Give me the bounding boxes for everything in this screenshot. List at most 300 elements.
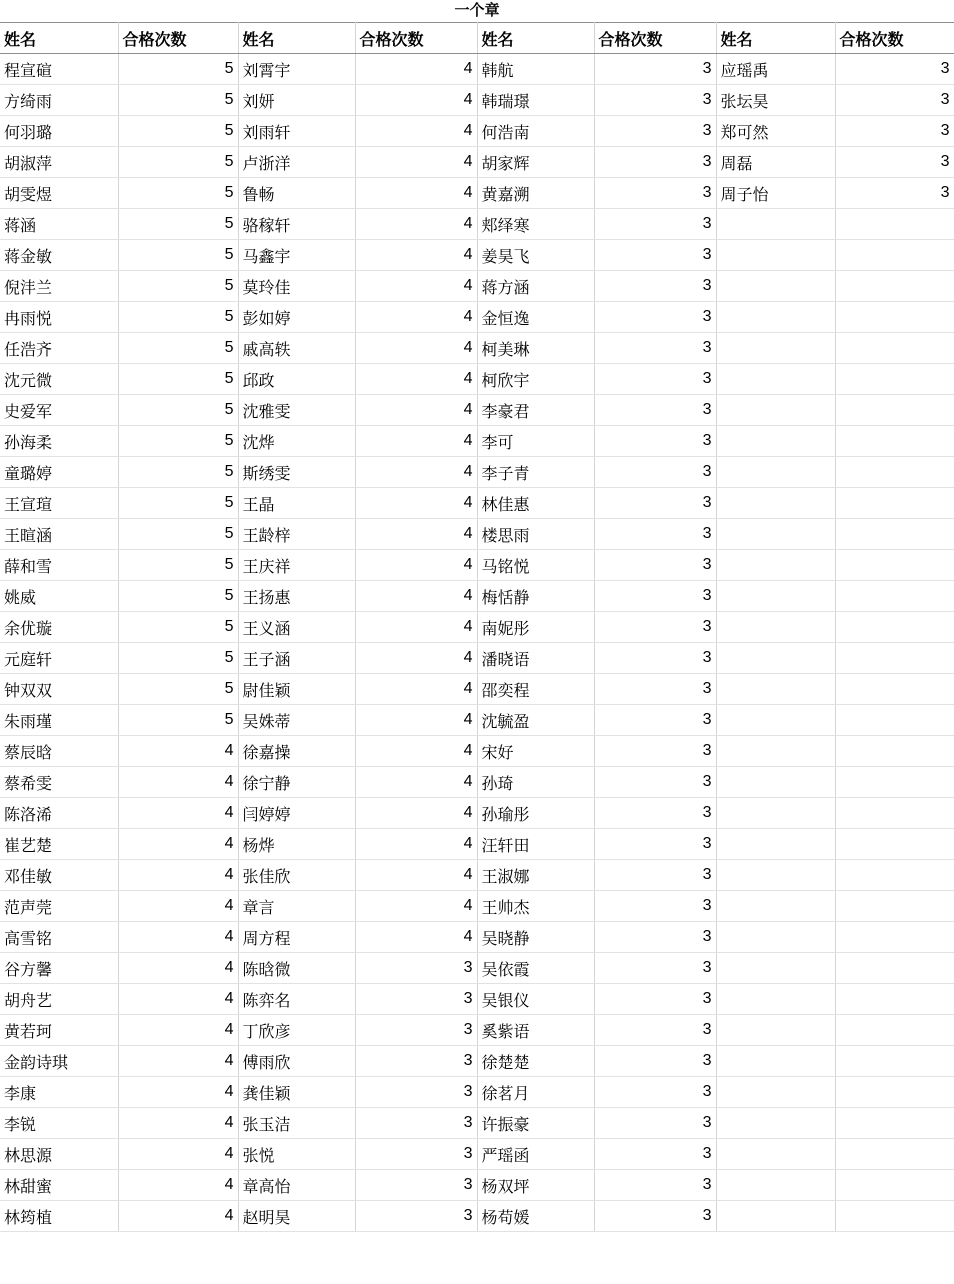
- cell-name[interactable]: 史爱军: [0, 395, 118, 426]
- cell-count[interactable]: 3: [594, 612, 716, 643]
- cell-name[interactable]: [716, 1046, 835, 1077]
- cell-name[interactable]: 李康: [0, 1077, 118, 1108]
- cell-count[interactable]: 3: [594, 364, 716, 395]
- cell-count[interactable]: [835, 736, 954, 767]
- cell-count[interactable]: 5: [118, 240, 238, 271]
- cell-count[interactable]: 4: [355, 54, 477, 85]
- cell-name[interactable]: 张佳欣: [238, 860, 355, 891]
- cell-name[interactable]: [716, 829, 835, 860]
- cell-count[interactable]: [835, 302, 954, 333]
- cell-count[interactable]: 4: [355, 922, 477, 953]
- cell-name[interactable]: 沈雅雯: [238, 395, 355, 426]
- cell-name[interactable]: 楼思雨: [477, 519, 594, 550]
- cell-name[interactable]: 莫玲佳: [238, 271, 355, 302]
- cell-count[interactable]: [835, 395, 954, 426]
- cell-name[interactable]: [716, 736, 835, 767]
- cell-count[interactable]: [835, 209, 954, 240]
- cell-count[interactable]: 4: [355, 302, 477, 333]
- cell-name[interactable]: 吴银仪: [477, 984, 594, 1015]
- cell-name[interactable]: 周方程: [238, 922, 355, 953]
- cell-count[interactable]: 5: [118, 457, 238, 488]
- cell-name[interactable]: [716, 1108, 835, 1139]
- cell-count[interactable]: 3: [355, 984, 477, 1015]
- cell-name[interactable]: [716, 457, 835, 488]
- cell-name[interactable]: 林思源: [0, 1139, 118, 1170]
- cell-name[interactable]: [716, 519, 835, 550]
- cell-name[interactable]: 李子青: [477, 457, 594, 488]
- cell-name[interactable]: [716, 240, 835, 271]
- cell-count[interactable]: 3: [355, 1108, 477, 1139]
- cell-name[interactable]: 傅雨欣: [238, 1046, 355, 1077]
- cell-name[interactable]: 赵明昊: [238, 1201, 355, 1232]
- cell-count[interactable]: 4: [355, 147, 477, 178]
- cell-name[interactable]: 吴晓静: [477, 922, 594, 953]
- cell-name[interactable]: [716, 271, 835, 302]
- cell-name[interactable]: 蒋涵: [0, 209, 118, 240]
- cell-count[interactable]: 5: [118, 705, 238, 736]
- cell-name[interactable]: 马鑫宇: [238, 240, 355, 271]
- cell-count[interactable]: 5: [118, 302, 238, 333]
- cell-count[interactable]: [835, 984, 954, 1015]
- cell-count[interactable]: 5: [118, 209, 238, 240]
- cell-name[interactable]: 金恒逸: [477, 302, 594, 333]
- cell-name[interactable]: 孙瑜彤: [477, 798, 594, 829]
- cell-count[interactable]: 3: [594, 54, 716, 85]
- cell-count[interactable]: 3: [594, 85, 716, 116]
- cell-name[interactable]: 韩航: [477, 54, 594, 85]
- cell-count[interactable]: 4: [355, 395, 477, 426]
- cell-name[interactable]: 倪沣兰: [0, 271, 118, 302]
- cell-count[interactable]: 3: [594, 1201, 716, 1232]
- cell-name[interactable]: [716, 581, 835, 612]
- cell-count[interactable]: 3: [594, 1170, 716, 1201]
- cell-count[interactable]: 4: [355, 550, 477, 581]
- cell-name[interactable]: 徐茗月: [477, 1077, 594, 1108]
- cell-name[interactable]: 鲁畅: [238, 178, 355, 209]
- cell-count[interactable]: 5: [118, 333, 238, 364]
- cell-count[interactable]: 4: [355, 85, 477, 116]
- cell-count[interactable]: 3: [594, 519, 716, 550]
- cell-count[interactable]: 4: [118, 1108, 238, 1139]
- cell-count[interactable]: [835, 271, 954, 302]
- cell-name[interactable]: 林佳惠: [477, 488, 594, 519]
- cell-count[interactable]: 4: [355, 240, 477, 271]
- cell-count[interactable]: 4: [355, 488, 477, 519]
- cell-name[interactable]: 沈毓盈: [477, 705, 594, 736]
- cell-name[interactable]: 徐宁静: [238, 767, 355, 798]
- cell-name[interactable]: 蒋方涵: [477, 271, 594, 302]
- cell-name[interactable]: [716, 1077, 835, 1108]
- cell-name[interactable]: [716, 488, 835, 519]
- cell-count[interactable]: 3: [835, 178, 954, 209]
- cell-name[interactable]: [716, 922, 835, 953]
- cell-count[interactable]: [835, 953, 954, 984]
- cell-name[interactable]: 周子怡: [716, 178, 835, 209]
- cell-count[interactable]: 5: [118, 271, 238, 302]
- cell-name[interactable]: 龚佳颖: [238, 1077, 355, 1108]
- cell-count[interactable]: [835, 860, 954, 891]
- cell-count[interactable]: 3: [594, 1046, 716, 1077]
- cell-name[interactable]: 卢浙洋: [238, 147, 355, 178]
- cell-name[interactable]: 闫婷婷: [238, 798, 355, 829]
- cell-name[interactable]: 沈元微: [0, 364, 118, 395]
- cell-count[interactable]: 3: [594, 705, 716, 736]
- cell-count[interactable]: 3: [594, 643, 716, 674]
- cell-count[interactable]: 4: [355, 271, 477, 302]
- cell-count[interactable]: [835, 767, 954, 798]
- cell-name[interactable]: 陈洛浠: [0, 798, 118, 829]
- cell-name[interactable]: 崔艺楚: [0, 829, 118, 860]
- cell-count[interactable]: 3: [594, 147, 716, 178]
- cell-count[interactable]: 3: [355, 1015, 477, 1046]
- cell-name[interactable]: [716, 209, 835, 240]
- cell-count[interactable]: [835, 1108, 954, 1139]
- cell-count[interactable]: 4: [355, 643, 477, 674]
- cell-name[interactable]: 杨烨: [238, 829, 355, 860]
- cell-count[interactable]: [835, 1139, 954, 1170]
- cell-count[interactable]: [835, 829, 954, 860]
- cell-count[interactable]: 4: [355, 178, 477, 209]
- cell-count[interactable]: 4: [355, 209, 477, 240]
- cell-count[interactable]: 3: [594, 1139, 716, 1170]
- cell-count[interactable]: 4: [118, 1170, 238, 1201]
- cell-name[interactable]: 任浩齐: [0, 333, 118, 364]
- cell-name[interactable]: 黄嘉溯: [477, 178, 594, 209]
- cell-count[interactable]: 3: [835, 54, 954, 85]
- cell-count[interactable]: 5: [118, 612, 238, 643]
- cell-name[interactable]: 周磊: [716, 147, 835, 178]
- cell-count[interactable]: 3: [594, 209, 716, 240]
- cell-name[interactable]: 应瑶禹: [716, 54, 835, 85]
- cell-count[interactable]: 3: [355, 1139, 477, 1170]
- cell-count[interactable]: [835, 705, 954, 736]
- cell-count[interactable]: 3: [594, 302, 716, 333]
- cell-name[interactable]: 胡舟艺: [0, 984, 118, 1015]
- cell-count[interactable]: 5: [118, 519, 238, 550]
- cell-count[interactable]: 4: [355, 333, 477, 364]
- cell-name[interactable]: 方绮雨: [0, 85, 118, 116]
- cell-name[interactable]: 王淑娜: [477, 860, 594, 891]
- cell-count[interactable]: 4: [355, 116, 477, 147]
- cell-count[interactable]: 4: [355, 581, 477, 612]
- cell-name[interactable]: 童璐婷: [0, 457, 118, 488]
- cell-count[interactable]: [835, 240, 954, 271]
- cell-count[interactable]: [835, 643, 954, 674]
- cell-name[interactable]: [716, 984, 835, 1015]
- cell-name[interactable]: 沈烨: [238, 426, 355, 457]
- cell-count[interactable]: 4: [118, 1077, 238, 1108]
- cell-count[interactable]: [835, 1201, 954, 1232]
- cell-name[interactable]: 王宣瑄: [0, 488, 118, 519]
- cell-name[interactable]: 刘雨轩: [238, 116, 355, 147]
- cell-count[interactable]: [835, 1077, 954, 1108]
- cell-name[interactable]: 冉雨悦: [0, 302, 118, 333]
- cell-name[interactable]: [716, 395, 835, 426]
- cell-count[interactable]: 3: [355, 1170, 477, 1201]
- cell-name[interactable]: 胡雯煜: [0, 178, 118, 209]
- cell-count[interactable]: 4: [355, 674, 477, 705]
- cell-count[interactable]: 3: [594, 1108, 716, 1139]
- cell-count[interactable]: [835, 922, 954, 953]
- cell-count[interactable]: 4: [118, 1139, 238, 1170]
- cell-count[interactable]: 3: [594, 271, 716, 302]
- cell-count[interactable]: 4: [118, 1015, 238, 1046]
- cell-name[interactable]: 许振豪: [477, 1108, 594, 1139]
- cell-count[interactable]: 3: [594, 395, 716, 426]
- cell-count[interactable]: 5: [118, 674, 238, 705]
- cell-name[interactable]: 杨苟媛: [477, 1201, 594, 1232]
- cell-name[interactable]: 胡淑萍: [0, 147, 118, 178]
- cell-count[interactable]: 4: [355, 705, 477, 736]
- cell-name[interactable]: 元庭轩: [0, 643, 118, 674]
- cell-name[interactable]: 谷方馨: [0, 953, 118, 984]
- cell-name[interactable]: 王龄梓: [238, 519, 355, 550]
- cell-name[interactable]: 刘妍: [238, 85, 355, 116]
- cell-name[interactable]: 孙海柔: [0, 426, 118, 457]
- cell-name[interactable]: 姚威: [0, 581, 118, 612]
- cell-name[interactable]: 宋好: [477, 736, 594, 767]
- cell-count[interactable]: 4: [355, 891, 477, 922]
- cell-name[interactable]: 梅恬静: [477, 581, 594, 612]
- cell-name[interactable]: 余优璇: [0, 612, 118, 643]
- cell-count[interactable]: 3: [594, 736, 716, 767]
- cell-count[interactable]: [835, 612, 954, 643]
- cell-name[interactable]: 朱雨瑾: [0, 705, 118, 736]
- cell-name[interactable]: [716, 891, 835, 922]
- cell-count[interactable]: 3: [594, 457, 716, 488]
- cell-count[interactable]: 4: [355, 612, 477, 643]
- cell-count[interactable]: 5: [118, 581, 238, 612]
- cell-name[interactable]: 严瑶函: [477, 1139, 594, 1170]
- cell-name[interactable]: 章言: [238, 891, 355, 922]
- cell-name[interactable]: 陈弈名: [238, 984, 355, 1015]
- cell-name[interactable]: 邓佳敏: [0, 860, 118, 891]
- cell-count[interactable]: 5: [118, 550, 238, 581]
- cell-count[interactable]: [835, 519, 954, 550]
- cell-name[interactable]: 尉佳颖: [238, 674, 355, 705]
- cell-count[interactable]: 3: [594, 984, 716, 1015]
- cell-name[interactable]: 骆稼轩: [238, 209, 355, 240]
- cell-name[interactable]: 林甜蜜: [0, 1170, 118, 1201]
- cell-count[interactable]: 3: [355, 953, 477, 984]
- cell-count[interactable]: 3: [594, 674, 716, 705]
- cell-count[interactable]: [835, 426, 954, 457]
- cell-count[interactable]: 4: [355, 426, 477, 457]
- cell-name[interactable]: [716, 1201, 835, 1232]
- cell-count[interactable]: 5: [118, 116, 238, 147]
- cell-name[interactable]: 蔡辰晗: [0, 736, 118, 767]
- cell-count[interactable]: [835, 333, 954, 364]
- cell-name[interactable]: [716, 953, 835, 984]
- cell-count[interactable]: 3: [594, 829, 716, 860]
- cell-name[interactable]: 柯美琳: [477, 333, 594, 364]
- cell-count[interactable]: 4: [118, 953, 238, 984]
- cell-count[interactable]: 3: [594, 1077, 716, 1108]
- cell-name[interactable]: [716, 705, 835, 736]
- cell-name[interactable]: 钟双双: [0, 674, 118, 705]
- cell-count[interactable]: 4: [355, 519, 477, 550]
- cell-count[interactable]: 4: [355, 767, 477, 798]
- cell-name[interactable]: 蔡希雯: [0, 767, 118, 798]
- cell-name[interactable]: 吴依霞: [477, 953, 594, 984]
- cell-name[interactable]: [716, 674, 835, 705]
- cell-name[interactable]: [716, 612, 835, 643]
- cell-count[interactable]: 4: [355, 860, 477, 891]
- cell-count[interactable]: [835, 1046, 954, 1077]
- cell-count[interactable]: 3: [594, 240, 716, 271]
- cell-name[interactable]: 南妮彤: [477, 612, 594, 643]
- cell-count[interactable]: 4: [118, 984, 238, 1015]
- cell-name[interactable]: 王晶: [238, 488, 355, 519]
- cell-name[interactable]: [716, 798, 835, 829]
- cell-count[interactable]: [835, 488, 954, 519]
- cell-name[interactable]: 王扬惠: [238, 581, 355, 612]
- cell-name[interactable]: [716, 364, 835, 395]
- cell-count[interactable]: 5: [118, 395, 238, 426]
- cell-count[interactable]: 5: [118, 364, 238, 395]
- cell-name[interactable]: 高雪铭: [0, 922, 118, 953]
- cell-count[interactable]: 3: [594, 767, 716, 798]
- cell-count[interactable]: 4: [118, 767, 238, 798]
- cell-name[interactable]: 徐嘉操: [238, 736, 355, 767]
- cell-count[interactable]: 4: [118, 829, 238, 860]
- cell-count[interactable]: 5: [118, 85, 238, 116]
- cell-name[interactable]: 李可: [477, 426, 594, 457]
- cell-name[interactable]: 王义涵: [238, 612, 355, 643]
- cell-name[interactable]: 何浩南: [477, 116, 594, 147]
- cell-name[interactable]: 程宣碹: [0, 54, 118, 85]
- cell-count[interactable]: 4: [355, 736, 477, 767]
- cell-count[interactable]: 3: [355, 1077, 477, 1108]
- cell-count[interactable]: [835, 1015, 954, 1046]
- cell-name[interactable]: 韩瑞璟: [477, 85, 594, 116]
- cell-count[interactable]: 5: [118, 426, 238, 457]
- cell-count[interactable]: [835, 891, 954, 922]
- cell-count[interactable]: 3: [594, 550, 716, 581]
- cell-name[interactable]: 郏绎寒: [477, 209, 594, 240]
- cell-count[interactable]: 3: [594, 581, 716, 612]
- cell-name[interactable]: 王帅杰: [477, 891, 594, 922]
- cell-count[interactable]: 4: [118, 922, 238, 953]
- cell-name[interactable]: 潘晓语: [477, 643, 594, 674]
- cell-name[interactable]: [716, 1015, 835, 1046]
- cell-count[interactable]: [835, 798, 954, 829]
- cell-count[interactable]: 4: [118, 1046, 238, 1077]
- cell-count[interactable]: [835, 674, 954, 705]
- cell-name[interactable]: 张坛昊: [716, 85, 835, 116]
- cell-count[interactable]: [835, 364, 954, 395]
- cell-count[interactable]: [835, 1170, 954, 1201]
- cell-count[interactable]: 3: [594, 860, 716, 891]
- cell-name[interactable]: 刘霄宇: [238, 54, 355, 85]
- cell-name[interactable]: 王庆祥: [238, 550, 355, 581]
- cell-count[interactable]: 4: [118, 736, 238, 767]
- cell-count[interactable]: 3: [594, 891, 716, 922]
- cell-name[interactable]: 张悦: [238, 1139, 355, 1170]
- cell-name[interactable]: 孙琦: [477, 767, 594, 798]
- cell-count[interactable]: 3: [594, 922, 716, 953]
- cell-count[interactable]: 5: [118, 54, 238, 85]
- cell-count[interactable]: 4: [355, 457, 477, 488]
- cell-count[interactable]: 3: [835, 116, 954, 147]
- cell-name[interactable]: 戚高轶: [238, 333, 355, 364]
- cell-count[interactable]: [835, 581, 954, 612]
- cell-count[interactable]: 3: [594, 333, 716, 364]
- cell-name[interactable]: [716, 333, 835, 364]
- cell-name[interactable]: 丁欣彦: [238, 1015, 355, 1046]
- cell-name[interactable]: [716, 550, 835, 581]
- cell-count[interactable]: 4: [118, 891, 238, 922]
- cell-name[interactable]: 李锐: [0, 1108, 118, 1139]
- cell-name[interactable]: 徐楚楚: [477, 1046, 594, 1077]
- cell-name[interactable]: 张玉洁: [238, 1108, 355, 1139]
- cell-name[interactable]: [716, 643, 835, 674]
- cell-count[interactable]: 3: [594, 116, 716, 147]
- cell-count[interactable]: 5: [118, 147, 238, 178]
- cell-count[interactable]: 4: [118, 860, 238, 891]
- cell-count[interactable]: 3: [835, 147, 954, 178]
- cell-name[interactable]: [716, 767, 835, 798]
- cell-name[interactable]: 王暄涵: [0, 519, 118, 550]
- cell-name[interactable]: 蒋金敏: [0, 240, 118, 271]
- cell-count[interactable]: 4: [118, 1201, 238, 1232]
- cell-name[interactable]: 斯绣雯: [238, 457, 355, 488]
- cell-name[interactable]: 彭如婷: [238, 302, 355, 333]
- cell-name[interactable]: 姜昊飞: [477, 240, 594, 271]
- cell-count[interactable]: 3: [594, 426, 716, 457]
- cell-name[interactable]: 汪轩田: [477, 829, 594, 860]
- cell-name[interactable]: [716, 426, 835, 457]
- cell-name[interactable]: 胡家辉: [477, 147, 594, 178]
- cell-name[interactable]: 郑可然: [716, 116, 835, 147]
- cell-name[interactable]: 杨双坪: [477, 1170, 594, 1201]
- cell-name[interactable]: 王子涵: [238, 643, 355, 674]
- cell-count[interactable]: 3: [594, 178, 716, 209]
- cell-name[interactable]: 邱政: [238, 364, 355, 395]
- cell-count[interactable]: 4: [355, 829, 477, 860]
- cell-name[interactable]: 马铭悦: [477, 550, 594, 581]
- cell-count[interactable]: [835, 550, 954, 581]
- cell-count[interactable]: 5: [118, 643, 238, 674]
- cell-name[interactable]: 陈晗微: [238, 953, 355, 984]
- cell-count[interactable]: 4: [355, 798, 477, 829]
- cell-name[interactable]: 奚紫语: [477, 1015, 594, 1046]
- cell-count[interactable]: 3: [355, 1046, 477, 1077]
- cell-count[interactable]: 3: [594, 1015, 716, 1046]
- cell-name[interactable]: 黄若珂: [0, 1015, 118, 1046]
- cell-count[interactable]: 5: [118, 488, 238, 519]
- cell-name[interactable]: 金韵诗琪: [0, 1046, 118, 1077]
- cell-name[interactable]: [716, 1139, 835, 1170]
- cell-name[interactable]: [716, 302, 835, 333]
- cell-name[interactable]: [716, 1170, 835, 1201]
- cell-name[interactable]: 何羽璐: [0, 116, 118, 147]
- cell-name[interactable]: 柯欣宇: [477, 364, 594, 395]
- cell-name[interactable]: 邵奕程: [477, 674, 594, 705]
- cell-count[interactable]: 4: [355, 364, 477, 395]
- cell-name[interactable]: 章高怡: [238, 1170, 355, 1201]
- cell-name[interactable]: 吴姝蒂: [238, 705, 355, 736]
- cell-count[interactable]: 3: [835, 85, 954, 116]
- cell-count[interactable]: 5: [118, 178, 238, 209]
- cell-count[interactable]: 4: [118, 798, 238, 829]
- cell-name[interactable]: 薛和雪: [0, 550, 118, 581]
- cell-count[interactable]: 3: [594, 488, 716, 519]
- cell-count[interactable]: 3: [594, 798, 716, 829]
- cell-count[interactable]: 3: [594, 953, 716, 984]
- cell-name[interactable]: 范声莞: [0, 891, 118, 922]
- cell-name[interactable]: [716, 860, 835, 891]
